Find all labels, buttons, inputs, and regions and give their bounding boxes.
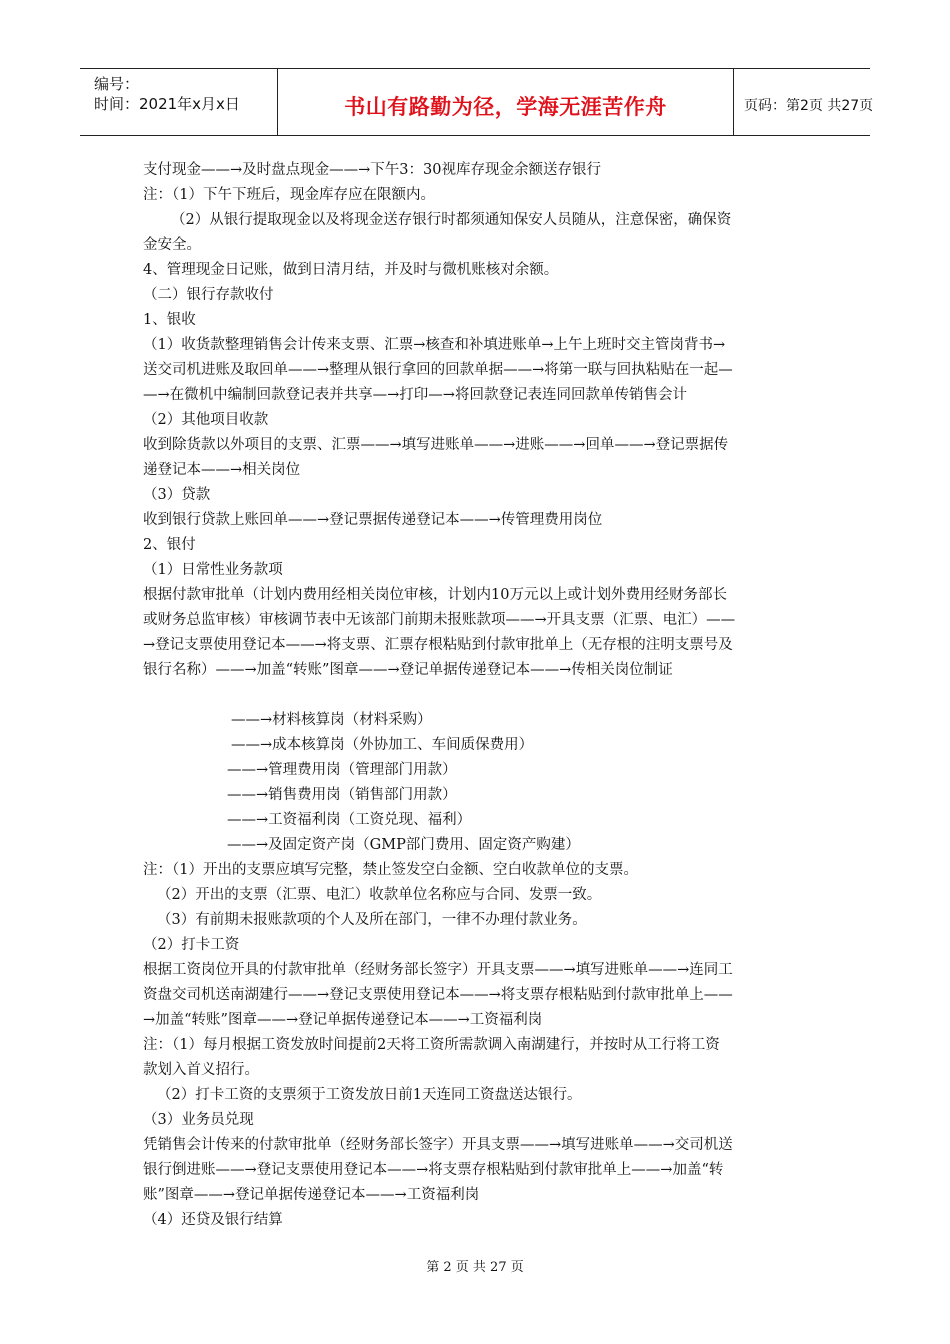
body-line: →加盖“转账”图章——→登记单据传递登记本——→工资福利岗 [143, 1012, 543, 1028]
body-line: →登记支票使用登记本——→将支票、汇票存根粘贴到付款审批单上（无存根的注明支票号及 [143, 637, 733, 653]
note-line: （2）打卡工资的支票须于工资发放日前1天连同工资盘送达银行。 [157, 1087, 582, 1103]
header-motto: 书山有路勤为径，学海无涯苦作舟 [344, 95, 667, 119]
note-line: 款划入首义招行。 [143, 1062, 259, 1078]
document-number-label: 编号： [94, 75, 140, 93]
note-line: 注：（1）每月根据工资发放时间提前2天将工资所需款调入南湖建行，并按时从工行将工资 [143, 1037, 720, 1053]
header-page-code: 页码：第2页 共27页 [744, 98, 874, 114]
routing-line: ——→材料核算岗（材料采购） [231, 712, 432, 728]
body-line: 银行倒进账——→登记支票使用登记本——→将支票存根粘贴到付款审批单上——→加盖“转 [143, 1162, 724, 1178]
body-line: 递登记本——→相关岗位 [143, 462, 301, 478]
body-line: 银行名称）——→加盖“转账”图章——→登记单据传递登记本——→传相关岗位制证 [143, 662, 673, 678]
section-heading: （二）银行存款收付 [143, 287, 274, 303]
section-heading: （3）贷款 [143, 487, 211, 503]
body-line: 账”图章——→登记单据传递登记本——→工资福利岗 [143, 1187, 480, 1203]
body-line: 送交司机进账及取回单——→整理从银行拿回的回款单据——→将第一联与回执粘贴在一起— [143, 362, 733, 378]
body-line: 支付现金——→及时盘点现金——→下午3：30视库存现金余额送存银行 [143, 162, 601, 178]
blank-line [143, 683, 833, 708]
section-heading: （1）日常性业务款项 [143, 562, 283, 578]
section-heading: （2）打卡工资 [143, 937, 240, 953]
body-line: 注：（1）下午下班后，现金库存应在限额内。 [143, 187, 435, 203]
note-line: 注：（1）开出的支票应填写完整，禁止签发空白金额、空白收款单位的支票。 [143, 862, 638, 878]
body-line: 根据工资岗位开具的付款审批单（经财务部长签字）开具支票——→填写进账单——→连同工 [143, 962, 733, 978]
body-line: （2）从银行提取现金以及将现金送存银行时都须通知保安人员随从，注意保密，确保资 [171, 212, 732, 228]
note-line: （2）开出的支票（汇票、电汇）收款单位名称应与合同、发票一致。 [157, 887, 602, 903]
body-line: （1）收货款整理销售会计传来支票、汇票→核查和补填进账单→上午上班时交主管岗背书→ [143, 337, 726, 353]
body-line: 收到银行贷款上账回单——→登记票据传递登记本——→传管理费用岗位 [143, 512, 603, 528]
routing-line: ——→成本核算岗（外协加工、车间质保费用） [231, 737, 534, 753]
header-motto-cell [278, 69, 734, 135]
body-line: 资盘交司机送南湖建行——→登记支票使用登记本——→将支票存根粘贴到付款审批单上—— [143, 987, 733, 1003]
body-line: 根据付款审批单（计划内费用经相关岗位审核，计划内10万元以上或计划外费用经财务部长 [143, 587, 727, 603]
routing-line: ——→销售费用岗（销售部门用款） [227, 787, 457, 803]
section-heading: （3）业务员兑现 [143, 1112, 254, 1128]
body-line: —→在微机中编制回款登记表并共享—→打印—→将回款登记表连同回款单传销售会计 [143, 387, 687, 403]
routing-line: ——→及固定资产岗（GMP部门费用、固定资产购建） [227, 837, 580, 853]
document-time-label: 时间：2021年x月x日 [94, 95, 240, 113]
body-line: 或财务总监审核）审核调节表中无该部门前期未报账款项——→开具支票（汇票、电汇）—— [143, 612, 736, 628]
section-heading: （2）其他项目收款 [143, 412, 269, 428]
document-body [143, 158, 833, 1233]
section-heading: 1、银收 [143, 312, 196, 328]
page-header [80, 68, 874, 136]
page-footer: 第 2 页 共 27 页 [426, 1260, 524, 1275]
header-page-cell [734, 69, 874, 135]
body-line: 凭销售会计传来的付款审批单（经财务部长签字）开具支票——→填写进账单——→交司机送 [143, 1137, 733, 1153]
note-line: （3）有前期未报账款项的个人及所在部门，一律不办理付款业务。 [157, 912, 587, 928]
body-line: 4、管理现金日记账，做到日清月结，并及时与微机账核对余额。 [143, 262, 559, 278]
header-meta-cell [80, 69, 278, 135]
body-line: 金安全。 [143, 237, 201, 253]
body-line: 收到除货款以外项目的支票、汇票——→填写进账单——→进账——→回单——→登记票据传 [143, 437, 729, 453]
routing-line: ——→管理费用岗（管理部门用款） [227, 762, 457, 778]
section-heading: 2、银付 [143, 537, 196, 553]
section-heading: （4）还贷及银行结算 [143, 1212, 283, 1228]
routing-line: ——→工资福利岗（工资兑现、福利） [227, 812, 472, 828]
